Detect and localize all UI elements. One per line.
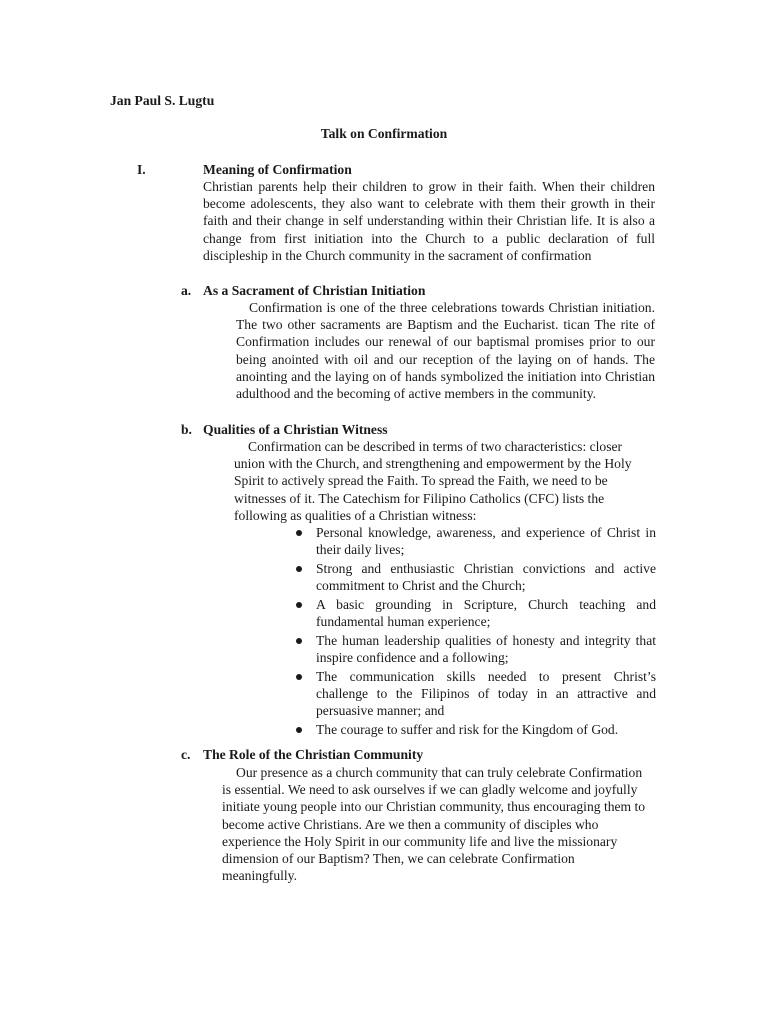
- list-item: [296, 632, 656, 666]
- list-item-text: The human leadership qualities of honesty and integrity that inspire confidence and a following;: [316, 632, 656, 665]
- section-paragraph: Christian parents help their children to grow in their faith. When their children become adolescents, they also want to celebrate with them their growth in their faith and their change in self understanding within their Christian life. It is also a change from first initiation into the Church to a public declaration of full discipleship in the Church community in the sacrament of confirmation: [203, 179, 655, 263]
- section-heading: Meaning of Confirmation: [203, 162, 352, 177]
- section-number: I.: [137, 162, 146, 177]
- bullet-icon: [296, 566, 302, 572]
- list-item: [296, 721, 656, 738]
- bullet-icon: [296, 638, 302, 644]
- subsection-c-label: c.: [181, 747, 191, 762]
- list-item-text: A basic grounding in Scripture, Church teaching and fundamental human experience;: [316, 596, 656, 630]
- subsection-b-heading: Qualities of a Christian Witness: [203, 422, 388, 437]
- bullet-icon: [296, 530, 302, 536]
- bullet-icon: [296, 674, 302, 680]
- document-title: Talk on Confirmation: [320, 126, 448, 141]
- bullet-icon: [296, 602, 302, 608]
- list-item: [296, 560, 656, 594]
- list-item-text: The courage to suffer and risk for the Kingdom of God.: [316, 721, 619, 737]
- list-item-text: The communication skills needed to present Christ’s challenge to the Filipinos of today in an attractive and persuasive manner; and: [316, 668, 656, 719]
- subsection-a-label: a.: [181, 283, 192, 298]
- subsection-a-paragraph: Confirmation is one of the three celebrations towards Christian initiation. The two other sacraments are Baptism and the Eucharist. tican The rite of Confirmation includes our renewal of our baptismal promises prior to our being anointed with oil and our reception of the laying on of hands. The anointing and the laying on of hands symbolized the initiation into Christian adulthood and the becoming of active members in the community.: [236, 300, 655, 402]
- bullet-icon: [296, 727, 302, 733]
- list-item-text: Personal knowledge, awareness, and experience of Christ in their daily lives;: [316, 525, 656, 558]
- witness-qualities-list: [296, 524, 656, 739]
- list-item: [296, 524, 656, 558]
- subsection-c-heading: The Role of the Christian Community: [203, 747, 424, 762]
- subsection-b-label: b.: [181, 422, 192, 437]
- list-item-text: Strong and enthusiastic Christian convictions and active commitment to Christ and the Church;: [316, 560, 656, 594]
- subsection-c-paragraph: Our presence as a church community that can truly celebrate Confirmation is essential. We need to ask ourselves if we can gladly welcome and joyfully initiate young people into our Christian community, thus encouraging them to become active Christians. Are we then a community of disciples who experience the Holy Spirit in our community life and live the missionary dimension of our Baptism? Then, we can celebrate Confirmation meaningfully.: [222, 765, 646, 884]
- list-item: [296, 668, 656, 720]
- subsection-b-paragraph: Confirmation can be described in terms of two characteristics: closer union with the Church, and strengthening and empowerment by the Holy Spirit to actively spread the Faith. To spread the Faith, we need to be witnesses of it. The Catechism for Filipino Catholics (CFC) lists the following as qualities of a Christian witness:: [234, 439, 632, 523]
- author-name: Jan Paul S. Lugtu: [110, 93, 215, 108]
- subsection-a-heading: As a Sacrament of Christian Initiation: [203, 283, 426, 298]
- list-item: [296, 596, 656, 630]
